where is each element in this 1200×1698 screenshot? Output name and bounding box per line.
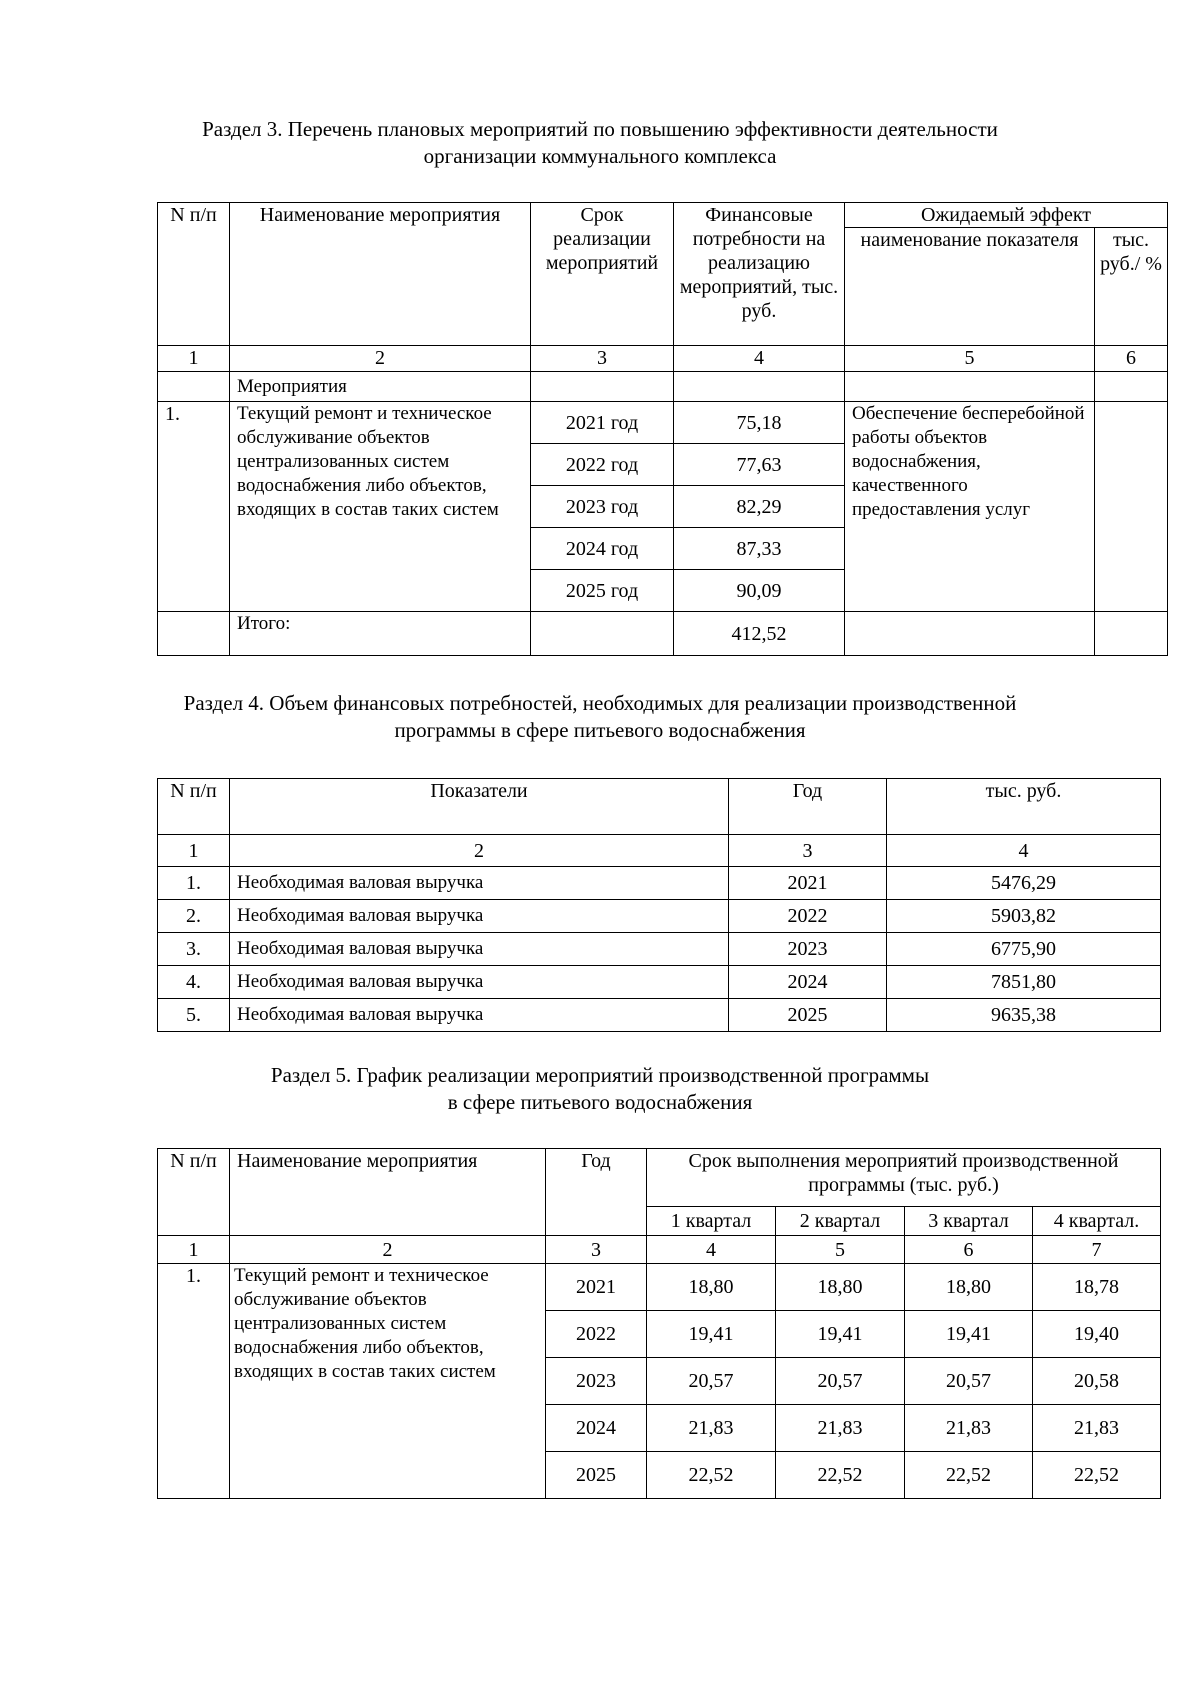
section5-table [157,1148,1161,1499]
s4-row-indicator: Необходимая валовая выручка [230,900,729,933]
s5-header-name: Наименование мероприятия [230,1149,546,1236]
s4-header-num: N п/п [158,779,230,835]
s5-colnum-4: 4 [647,1236,776,1264]
section3-title [0,116,1200,170]
s3-header-effect: Ожидаемый эффект [845,203,1168,228]
s3-header-indicator: наименование показателя [845,228,1095,346]
s3-header-num: N п/п [158,203,230,346]
s5-header-num: N п/п [158,1149,230,1236]
s3-year-2022: 2022 год [531,444,674,486]
s3-colnum-4: 4 [674,346,845,372]
s4-row-year: 2021 [729,867,887,900]
s5-row-q1: 22,52 [647,1452,776,1499]
s5-colnum-1: 1 [158,1236,230,1264]
s4-row-year: 2024 [729,966,887,999]
s5-colnum-5: 5 [776,1236,905,1264]
s5-row-q3: 18,80 [905,1264,1033,1311]
s4-colnum-2: 2 [230,835,729,867]
s3-colnum-5: 5 [845,346,1095,372]
s5-colnum-3: 3 [546,1236,647,1264]
s3-header-unit: тыс. руб./ % [1095,228,1168,346]
s4-row-num: 5. [158,999,230,1032]
s4-row-amount: 9635,38 [887,999,1161,1032]
table-row [158,966,1161,999]
table-row [158,933,1161,966]
s5-row-year: 2023 [546,1358,647,1405]
section4-title-line1: Раздел 4. Объем финансовых потребностей, необходимых для реализации производственной [183,691,1017,715]
s3-year-2024: 2024 год [531,528,674,570]
s5-colnum-6: 6 [905,1236,1033,1264]
s4-row-year: 2022 [729,900,887,933]
section5-title-line2: в сфере питьевого водоснабжения [447,1090,753,1114]
s3-item-effect: Обеспечение бесперебойной работы объектов водоснабжения, качественного предоставления услуг [845,402,1095,612]
section3-title-line1: Раздел 3. Перечень плановых мероприятий по повышению эффективности деятельности [202,117,998,141]
s5-row-q4: 18,78 [1033,1264,1161,1311]
section3-title-line2: организации коммунального комплекса [423,144,777,168]
s3-year-2021: 2021 год [531,402,674,444]
s3-item-num: 1. [158,402,230,612]
s5-item-num: 1. [158,1264,230,1499]
s5-header-q2: 2 квартал [776,1207,905,1236]
s3-value-2025: 90,09 [674,570,845,612]
s5-row-q3: 20,57 [905,1358,1033,1405]
s4-row-amount: 6775,90 [887,933,1161,966]
s4-row-year: 2025 [729,999,887,1032]
s3-colnum-6: 6 [1095,346,1168,372]
s5-row-q4: 22,52 [1033,1452,1161,1499]
s5-row-q2: 22,52 [776,1452,905,1499]
s5-header-year: Год [546,1149,647,1236]
s3-value-2021: 75,18 [674,402,845,444]
s5-row-q3: 22,52 [905,1452,1033,1499]
s5-row-q1: 20,57 [647,1358,776,1405]
s4-header-amount: тыс. руб. [887,779,1161,835]
s4-row-num: 1. [158,867,230,900]
s4-colnum-4: 4 [887,835,1161,867]
s5-row-year: 2022 [546,1311,647,1358]
s5-row-q2: 19,41 [776,1311,905,1358]
s5-row-q3: 21,83 [905,1405,1033,1452]
s5-header-q4: 4 квартал. [1033,1207,1161,1236]
section5-title-line1: Раздел 5. График реализации мероприятий производственной программы [270,1063,930,1087]
section5-title [0,1062,1200,1116]
s5-row-q1: 19,41 [647,1311,776,1358]
section3-table [157,202,1168,656]
s5-row-q4: 19,40 [1033,1311,1161,1358]
table-row [158,1264,1161,1311]
s4-row-num: 4. [158,966,230,999]
s5-row-year: 2025 [546,1452,647,1499]
section4-table [157,778,1161,1032]
s5-colnum-7: 7 [1033,1236,1161,1264]
s5-row-q4: 21,83 [1033,1405,1161,1452]
s3-group-label: Мероприятия [230,372,531,402]
s5-header-q1: 1 квартал [647,1207,776,1236]
s5-row-q4: 20,58 [1033,1358,1161,1405]
s5-colnum-2: 2 [230,1236,546,1264]
s5-row-q1: 18,80 [647,1264,776,1311]
table-row [158,867,1161,900]
s4-row-indicator: Необходимая валовая выручка [230,933,729,966]
table-row [158,999,1161,1032]
s4-row-indicator: Необходимая валовая выручка [230,966,729,999]
s4-row-amount: 5903,82 [887,900,1161,933]
s4-colnum-1: 1 [158,835,230,867]
s3-value-2023: 82,29 [674,486,845,528]
table-row [158,900,1161,933]
s3-year-2023: 2023 год [531,486,674,528]
s3-colnum-2: 2 [230,346,531,372]
s3-value-2022: 77,63 [674,444,845,486]
s3-item-name: Текущий ремонт и техническое обслуживание объектов централизованных систем водоснабжения либо объектов, входящих в состав таких систем [230,402,531,612]
s4-row-amount: 7851,80 [887,966,1161,999]
s3-header-finance: Финансовые потребности на реализацию мероприятий, тыс. руб. [674,203,845,346]
s5-item-name: Текущий ремонт и техническое обслуживание объектов централизованных систем водоснабжения либо объектов, входящих в состав таких систем [230,1264,546,1499]
s5-row-q2: 21,83 [776,1405,905,1452]
s3-header-term: Срок реализации мероприятий [531,203,674,346]
section4-title [0,690,1200,744]
s3-total-value: 412,52 [674,612,845,656]
s5-row-q1: 21,83 [647,1405,776,1452]
s4-row-indicator: Необходимая валовая выручка [230,999,729,1032]
s3-year-2025: 2025 год [531,570,674,612]
s3-header-name: Наименование мероприятия [230,203,531,346]
s5-row-q2: 20,57 [776,1358,905,1405]
s4-colnum-3: 3 [729,835,887,867]
s4-row-year: 2023 [729,933,887,966]
s4-row-num: 2. [158,900,230,933]
s3-colnum-3: 3 [531,346,674,372]
s4-header-indicator: Показатели [230,779,729,835]
s5-row-q2: 18,80 [776,1264,905,1311]
s5-row-year: 2021 [546,1264,647,1311]
s5-header-term: Срок выполнения мероприятий производственной программы (тыс. руб.) [647,1149,1161,1207]
s3-value-2024: 87,33 [674,528,845,570]
s3-total-label: Итого: [230,612,531,656]
s3-colnum-1: 1 [158,346,230,372]
s5-header-q3: 3 квартал [905,1207,1033,1236]
s4-header-year: Год [729,779,887,835]
s5-row-year: 2024 [546,1405,647,1452]
s4-row-amount: 5476,29 [887,867,1161,900]
s4-row-num: 3. [158,933,230,966]
s5-row-q3: 19,41 [905,1311,1033,1358]
section4-title-line2: программы в сфере питьевого водоснабжения [394,718,806,742]
s4-row-indicator: Необходимая валовая выручка [230,867,729,900]
